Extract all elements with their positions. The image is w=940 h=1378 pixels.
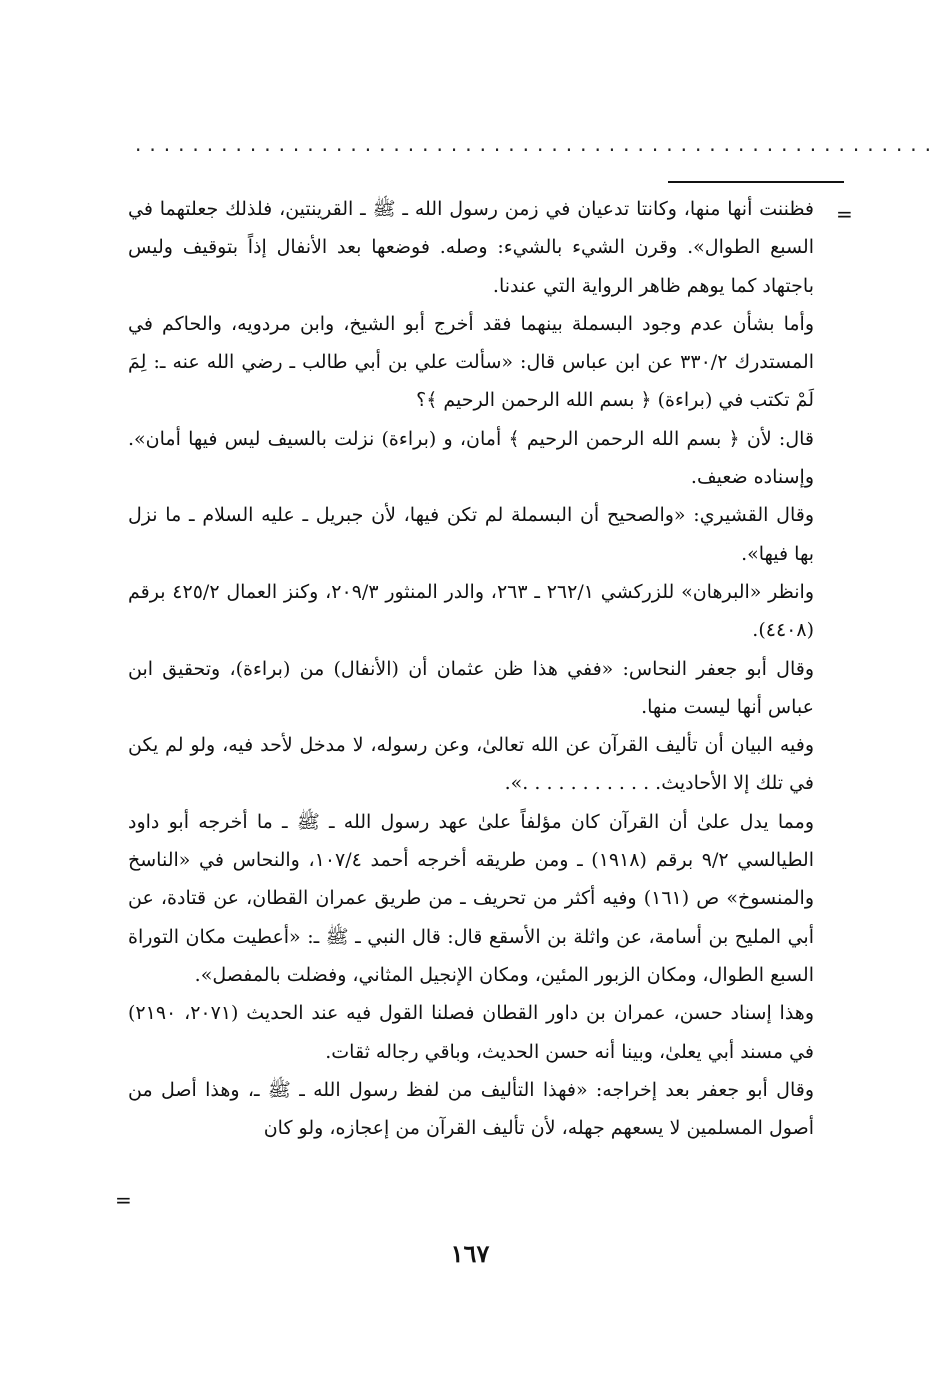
paragraph: وقال أبو جعفر بعد إخراجه: «فهذا التأليف من لفظ رسول الله ـ ﷺ ـ، وهذا أصل من أصول المسلمين لا يسعهم جهله، لأن تأليف القرآن من إعجازه، ولو كان [128,1078,814,1140]
footnote-text [128,190,814,1230]
page-number: ١٦٧ [450,1239,490,1268]
continuation-mark-bottom: = [115,1188,132,1212]
paragraph: قال: لأن ﴿ بسم الله الرحمن الرحيم ﴾ أمان، و (براءة) نزلت بالسيف ليس فيها أمان». وإسناده ضعيف. [128,427,814,489]
paragraph: ومما يدل علىٰ أن القرآن كان مؤلفاً علىٰ عهد رسول الله ـ ﷺ ـ ما أخرجه أبو داود الطيالسي ٩/٢ برقم (١٩١٨) ـ ومن طريقه أخرجه أحمد ١٠٧/٤، والنحاس في «الناسخ والمنسوخ» ص (١٦١) وفيه أكثر من تحريف ـ من طريق عمران القطان، عن قتادة، عن أبي المليح بن أسامة، عن واثلة بن الأسقع قال: قال النبي ـ ﷺ ـ: «أعطيت مكان التوراة السبع الطوال، ومكان الزبور المئين، ومكان الإنجيل المثاني، وفضلت بالمفصل». [128,810,814,986]
paragraph: وأما بشأن عدم وجود البسملة بينهما فقد أخرج أبو الشيخ، وابن مردويه، والحاكم في المستدرك ٣٣٠/٢ عن ابن عباس قال: «سألت علي بن أبي طالب ـ رضي الله عنه ـ: لِمَ لَمْ تكتب في (براءة) ﴿ بسم الله الرحمن الرحيم ﴾؟ [128,312,814,412]
paragraph: وقال أبو جعفر النحاس: «ففي هذا ظن عثمان أن (الأنفال) من (براءة)، وتحقيق ابن عباس أنها ليست منها. [128,657,814,718]
paragraph: وهذا إسناد حسن، عمران بن داور القطان فصلنا القول فيه عند الحديث (٢٠٧١، ٢١٩٠) في مسند أبي يعلىٰ، وبينا أنه حسن الحديث، وباقي رجاله ثقات. [128,1002,814,1063]
continuation-mark-top: = [836,202,853,226]
paragraph: وانظر «البرهان» للزركشي ٢٦٢/١ ـ ٢٦٣، والدر المنثور ٢٠٩/٣، وكنز العمال ٤٢٥/٢ برقم (٤٤٠٨). [128,580,814,642]
separator-dots: ........................................................ [135,132,940,156]
footnote-rule [668,181,844,183]
paragraph: وفيه البيان أن تأليف القرآن عن الله تعالىٰ، وعن رسوله، لا مدخل لأحد فيه، ولو لم يكن في تلك إلا الأحاديث. . . . . . . . . . . .». [128,734,814,795]
paragraph: فظننت أنها منها، وكانتا تدعيان في زمن رسول الله ـ ﷺ ـ القرينتين، فلذلك جعلتهما في السبع الطوال». وقرن الشيء بالشيء: وصله. فوضعها بعد الأنفال إذاً بتوقيف وليس باجتهاد كما يوهم ظاهر الرواية التي عندنا. [128,198,814,297]
paragraph: وقال القشيري: «والصحيح أن البسملة لم تكن فيها، لأن جبريل ـ عليه السلام ـ ما نزل بها فيها». [128,504,814,565]
